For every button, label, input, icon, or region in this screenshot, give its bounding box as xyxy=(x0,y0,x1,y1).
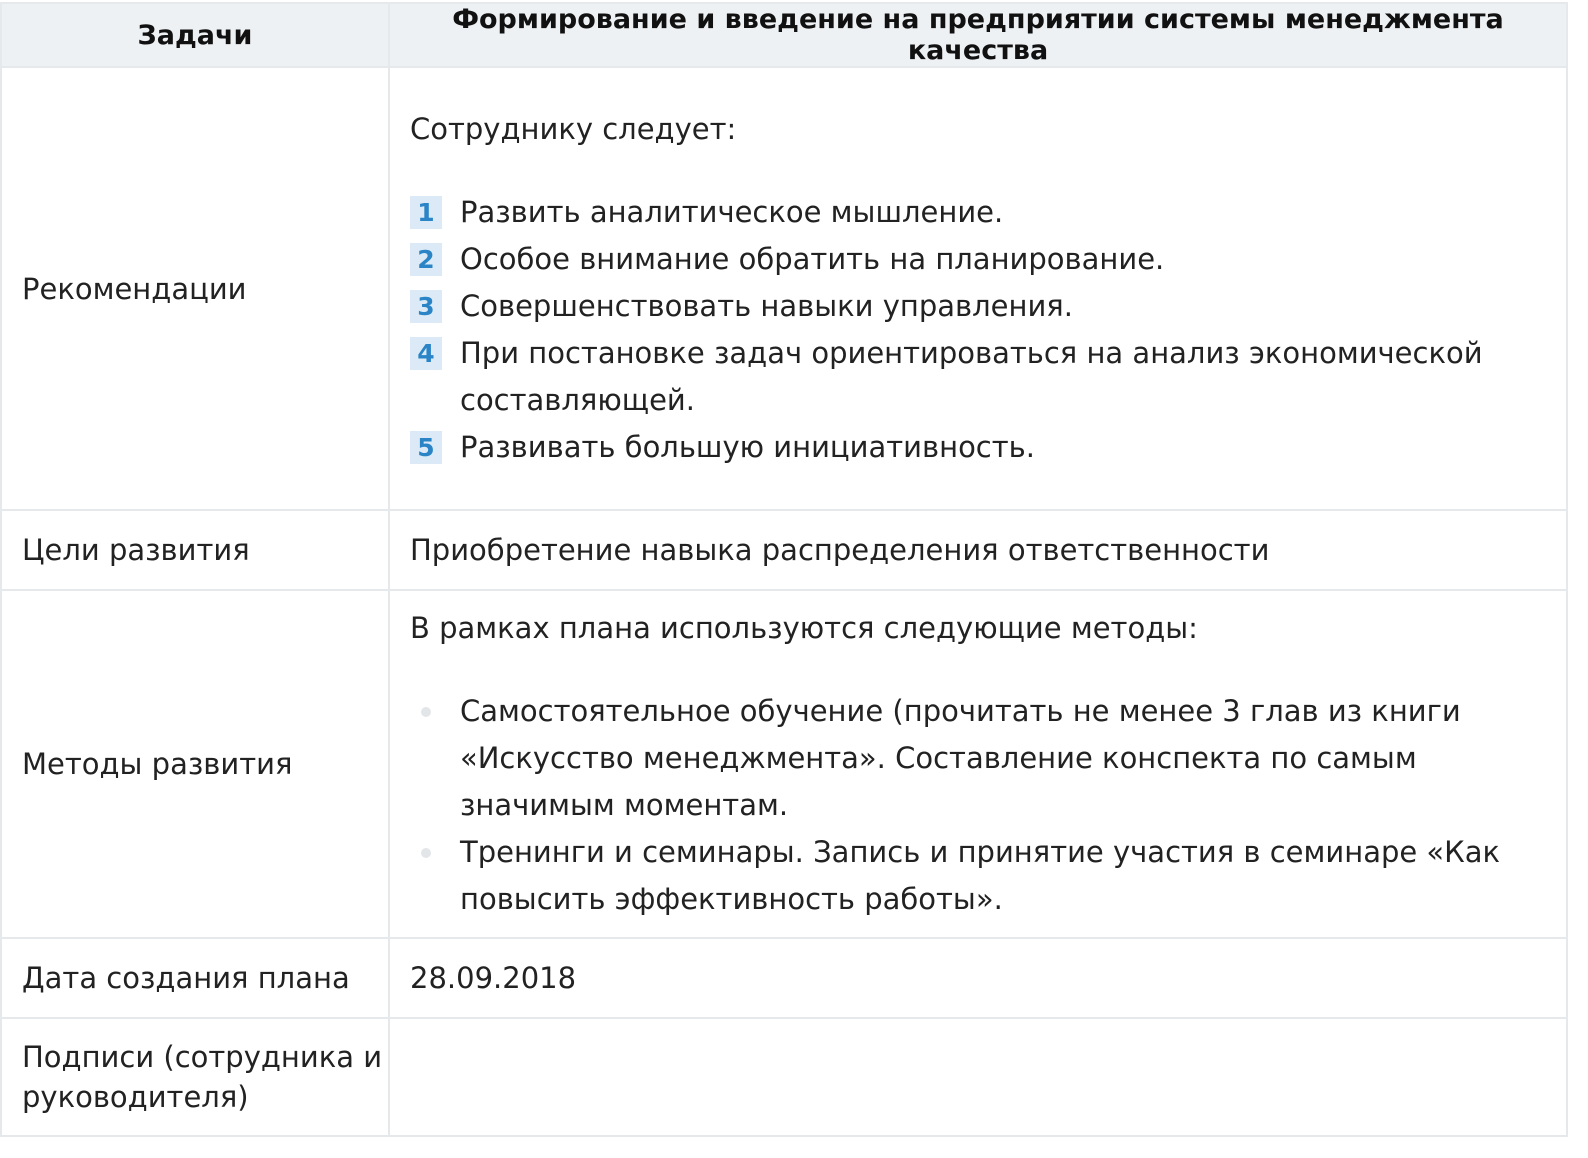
number-badge: 5 xyxy=(410,431,442,464)
goals-value: Приобретение навыка распределения ответственности xyxy=(389,510,1567,590)
table-row-date xyxy=(1,938,1567,1018)
row-label-recommendations: Рекомендации xyxy=(1,67,389,510)
header-task-title: Формирование и введение на предприятии системы менеджмента качества xyxy=(389,3,1567,67)
methods-cell xyxy=(389,590,1567,938)
list-item-text: Развить аналитическое мышление. xyxy=(460,195,1004,229)
list-item-text: Особое внимание обратить на планирование. xyxy=(460,242,1165,276)
list-item xyxy=(410,829,1550,923)
list-item xyxy=(410,688,1550,829)
list-item-text: Развивать большую инициативность. xyxy=(460,430,1035,464)
list-item xyxy=(410,424,1550,471)
list-item-text: Тренинги и семинары. Запись и принятие участия в семинаре «Как повысить эффективность работы». xyxy=(460,835,1501,916)
recommendations-cell xyxy=(389,67,1567,510)
table-header-row xyxy=(1,3,1567,67)
table-row-goals xyxy=(1,510,1567,590)
recommendations-list xyxy=(410,189,1550,471)
development-plan-table xyxy=(0,2,1568,1137)
recommendations-intro: Сотруднику следует: xyxy=(410,112,737,146)
methods-intro: В рамках плана используются следующие методы: xyxy=(410,611,1198,645)
row-label-signatures: Подписи (сотрудника и руководителя) xyxy=(1,1018,389,1136)
number-badge: 3 xyxy=(410,290,442,323)
bullet-icon xyxy=(421,707,431,717)
table-row-signatures xyxy=(1,1018,1567,1136)
header-tasks: Задачи xyxy=(1,3,389,67)
methods-list xyxy=(410,688,1550,923)
list-item-text: При постановке задач ориентироваться на анализ экономической составляющей. xyxy=(460,336,1483,417)
row-label-methods: Методы развития xyxy=(1,590,389,938)
table-row-recommendations xyxy=(1,67,1567,510)
date-value: 28.09.2018 xyxy=(389,938,1567,1018)
list-item xyxy=(410,189,1550,236)
row-label-date: Дата создания плана xyxy=(1,938,389,1018)
table-row-methods xyxy=(1,590,1567,938)
number-badge: 2 xyxy=(410,243,442,276)
list-item xyxy=(410,236,1550,283)
list-item xyxy=(410,283,1550,330)
number-badge: 4 xyxy=(410,337,442,370)
number-badge: 1 xyxy=(410,196,442,229)
row-label-goals: Цели развития xyxy=(1,510,389,590)
signatures-value xyxy=(389,1018,1567,1136)
list-item xyxy=(410,330,1550,424)
list-item-text: Совершенствовать навыки управления. xyxy=(460,289,1073,323)
bullet-icon xyxy=(421,848,431,858)
list-item-text: Самостоятельное обучение (прочитать не менее 3 глав из книги «Искусство менеджмента». Составление конспекта по самым значимым моментам. xyxy=(460,694,1461,822)
